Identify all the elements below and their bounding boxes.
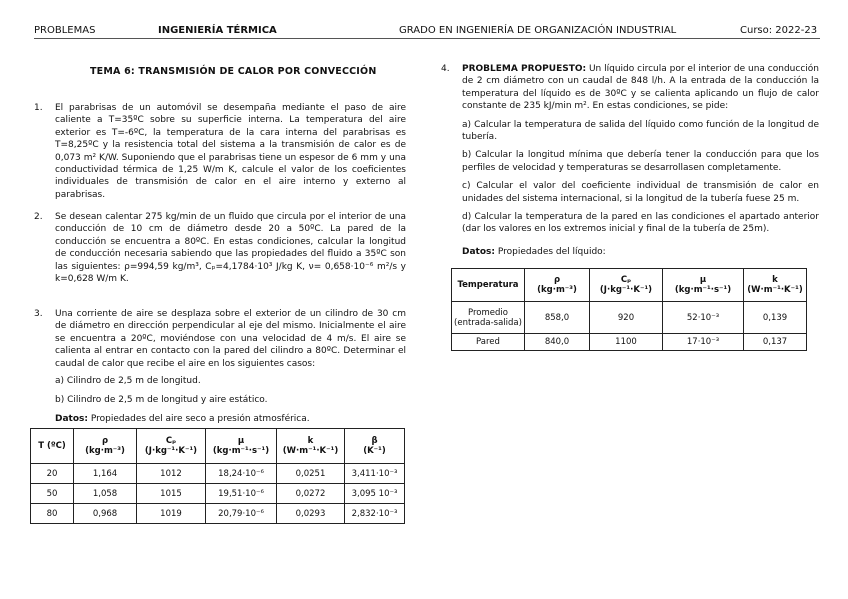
problem-3 <box>34 308 406 425</box>
table-cell: 1019 <box>137 504 206 524</box>
table-header-row <box>31 429 405 464</box>
problem-text: El parabrisas de un automóvil se desempaña mediante el paso de aire caliente a T=35ºC sobre su superficie interna. La temperatura del aire exterior es T=-6ºC, la temperatura de la cara interna del parabrisas es T=8,25ºC y la resistencia total del sistema a la transmisión de calor es de 0,073 m² K/W. Suponiendo que el parabrisas tiene un espesor de 6 mm y una conductividad térmica de 1,25 W/m K, calcule el valor de los coeficientes individuales de transmisión de calor en el aire interno y externo al parabrisas. <box>55 103 406 200</box>
table-cell: 0,0293 <box>277 504 345 524</box>
table-cell: 0,0272 <box>277 484 345 504</box>
table-row <box>31 464 405 484</box>
header-degree: GRADO EN INGENIERÍA DE ORGANIZACIÓN INDUSTRIAL <box>399 25 677 36</box>
table-cell: 920 <box>590 302 663 334</box>
table-cell: 0,968 <box>74 504 137 524</box>
table-cell: 1015 <box>137 484 206 504</box>
table-cell: 1100 <box>590 334 663 351</box>
th-rho: ρ (kg·m⁻³) <box>525 269 590 302</box>
table-cell: 1012 <box>137 464 206 484</box>
page-title: TEMA 6: TRANSMISIÓN DE CALOR POR CONVECCIÓN <box>90 66 377 77</box>
th-mu: μ (kg·m⁻¹·s⁻¹) <box>206 429 277 464</box>
table-cell: 1,058 <box>74 484 137 504</box>
table-row <box>31 484 405 504</box>
th-k: k (W·m⁻¹·K⁻¹) <box>277 429 345 464</box>
problem-number: 2. <box>34 212 43 222</box>
case-b: b) Cilindro de 2,5 m de longitud y aire estático. <box>55 395 268 406</box>
table-row <box>452 334 807 351</box>
data-line <box>462 246 819 258</box>
table-cell: Promedio (entrada-salida) <box>452 302 525 334</box>
table-cell: 858,0 <box>525 302 590 334</box>
case-d: d) Calcular la temperatura de la pared en las condiciones el apartado anterior (dar los valores en los extremos inicial y final de la tubería de 25m). <box>462 212 819 235</box>
table-header-row <box>452 269 807 302</box>
liquid-properties-table <box>451 268 807 351</box>
case-a: a) Calcular la temperatura de salida del líquido como función de la longitud de tubería. <box>462 119 819 143</box>
case-b: b) Calcular la longitud mínima que debería tener la conducción para que los perfiles de velocidad y temperaturas se desarrollasen completamente. <box>462 150 819 173</box>
table-row <box>31 504 405 524</box>
table-row <box>452 302 807 334</box>
problem-1 <box>34 102 406 201</box>
th-cp: Cₚ (J·kg⁻¹·K⁻¹) <box>137 429 206 464</box>
data-line <box>55 413 406 425</box>
table-cell: 0,137 <box>744 334 807 351</box>
data-caption: Propiedades del aire seco a presión atmosférica. <box>90 413 310 424</box>
header-course: Curso: 2022-23 <box>740 25 818 36</box>
data-label: Datos: <box>55 413 88 424</box>
table-cell: 20 <box>31 464 74 484</box>
data-label: Datos: <box>462 246 495 257</box>
problem-label: PROBLEMA PROPUESTO: <box>462 64 587 74</box>
table-cell: 840,0 <box>525 334 590 351</box>
th-mu: μ (kg·m⁻¹·s⁻¹) <box>663 269 744 302</box>
header-left: PROBLEMAS <box>34 25 96 36</box>
case-a: a) Cilindro de 2,5 m de longitud. <box>55 376 201 387</box>
th-k: k (W·m⁻¹·K⁻¹) <box>744 269 807 302</box>
table-cell: 52·10⁻³ <box>663 302 744 334</box>
table-cell: 2,832·10⁻³ <box>345 504 405 524</box>
th-rho: ρ (kg·m⁻³) <box>74 429 137 464</box>
problem-number: 1. <box>34 103 43 113</box>
problem-4 <box>441 63 819 258</box>
th-cp: Cₚ (J·kg⁻¹·K⁻¹) <box>590 269 663 302</box>
header-subject: INGENIERÍA TÉRMICA <box>158 25 277 36</box>
table-cell: 3,411·10⁻³ <box>345 464 405 484</box>
problem-number: 3. <box>34 309 43 319</box>
table-cell: 50 <box>31 484 74 504</box>
table-cell: 18,24·10⁻⁶ <box>206 464 277 484</box>
problem-2 <box>34 211 406 285</box>
problem-text: Un líquido circula por el interior de una conducción de 2 cm diámetro con un caudal de 848 l/h. A la entrada de la conducción la temperatura del líquido es de 30ºC y se calienta aplicando un flujo de calor constante de 235 kJ/min m². En estas condiciones, se pide: <box>462 64 819 112</box>
case-c: c) Calcular el valor del coeficiente individual de transmisión de calor en unidades del sistema internacional, si la longitud de la tubería fuese 25 m. <box>462 181 819 204</box>
problem-text: Se desean calentar 275 kg/min de un fluido que circula por el interior de una conducción de 10 cm de diámetro desde 20 a 50ºC. La pared de la conducción se encuentra a 80ºC. En estas condiciones, calcular la longitud de conducción necesaria sabiendo que las propiedades del fluido a 35ºC son las siguientes: ρ=994,59 kg/m³, Cₚ=4,1784·10³ J/kg K, ν= 0,658·10⁻⁶ m²/s y k=0,628 W/m K. <box>55 212 406 285</box>
table-cell: 17·10⁻³ <box>663 334 744 351</box>
table-cell: 1,164 <box>74 464 137 484</box>
table-cell: 0,0251 <box>277 464 345 484</box>
data-caption: Propiedades del líquido: <box>497 246 606 257</box>
table-cell: Pared <box>452 334 525 351</box>
table-cell: 80 <box>31 504 74 524</box>
th-temp: T (ºC) <box>31 429 74 464</box>
th-beta: β (K⁻¹) <box>345 429 405 464</box>
table-cell: 0,139 <box>744 302 807 334</box>
th-temperature: Temperatura <box>452 269 525 302</box>
table-cell: 3,095 10⁻³ <box>345 484 405 504</box>
air-properties-table <box>30 428 405 524</box>
problem-number: 4. <box>441 64 450 74</box>
table-cell: 19,51·10⁻⁶ <box>206 484 277 504</box>
problem-text: Una corriente de aire se desplaza sobre el exterior de un cilindro de 30 cm de diámetro en dirección perpendicular al eje del mismo. Inicialmente el aire se encuentra a 20ºC, moviéndose con una velocidad de 4 m/s. El aire se calienta al entrar en contacto con la pared del cilindro a 80ºC. Determinar el caudal de calor que recibe el aire en los siguientes casos: <box>55 309 406 369</box>
table-cell: 20,79·10⁻⁶ <box>206 504 277 524</box>
header-rule <box>34 38 820 39</box>
